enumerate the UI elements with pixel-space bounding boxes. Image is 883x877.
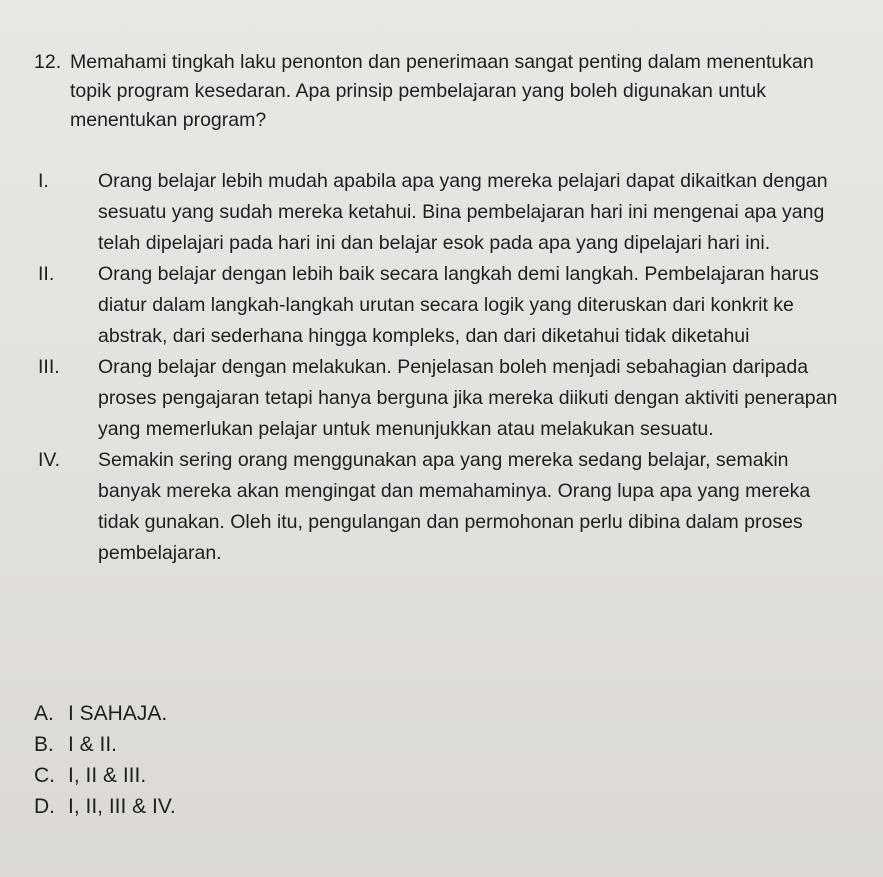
option-d[interactable] [34,791,176,822]
option-letter: C. [34,764,55,787]
question-text: Memahami tingkah laku penonton dan penerimaan sangat penting dalam menentukan topik program kesedaran. Apa prinsip pembelajaran yang boleh digunakan untuk menentukan program? [70,51,814,131]
question-block [34,48,844,135]
statement-numeral: I. [38,170,49,192]
option-text: I, II & III. [68,764,147,787]
statement-2 [38,259,853,352]
answer-options [34,698,176,822]
statement-text: Orang belajar dengan lebih baik secara langkah demi langkah. Pembelajaran harus diatur dalam langkah-langkah urutan secara logik yang diteruskan dari konkrit ke abstrak, dari sederhana hingga kompleks, dan dari diketahui tidak diketahui [98,263,819,347]
statement-numeral: II. [38,263,55,285]
statement-text: Semakin sering orang menggunakan apa yang mereka sedang belajar, semakin banyak mereka akan mengingat dan memahaminya. Orang lupa apa yang mereka tidak gunakan. Oleh itu, pengulangan dan permohonan perlu dibina dalam proses pembelajaran. [98,449,811,564]
option-text: I, II, III & IV. [68,795,176,818]
option-letter: D. [34,795,55,818]
option-text: I SAHAJA. [68,702,168,725]
option-a[interactable] [34,698,176,729]
option-c[interactable] [34,760,176,791]
question-number: 12. [34,51,62,73]
statement-3 [38,352,853,445]
statement-4 [38,445,853,569]
statement-1 [38,166,853,259]
statement-text: Orang belajar dengan melakukan. Penjelasan boleh menjadi sebahagian daripada proses pengajaran tetapi hanya berguna jika mereka diikuti dengan aktiviti penerapan yang memerlukan pelajar untuk menunjukkan atau melakukan sesuatu. [98,356,838,440]
option-letter: B. [34,733,54,756]
statement-numeral: III. [38,356,60,378]
statement-list [38,166,853,569]
statement-numeral: IV. [38,449,61,471]
statement-text: Orang belajar lebih mudah apabila apa yang mereka pelajari dapat dikaitkan dengan sesuatu yang sudah mereka ketahui. Bina pembelajaran hari ini mengenai apa yang telah dipelajari pada hari ini dan belajar esok pada apa yang dipelajari hari ini. [98,170,828,254]
option-letter: A. [34,702,54,725]
option-b[interactable] [34,729,176,760]
option-text: I & II. [68,733,118,756]
